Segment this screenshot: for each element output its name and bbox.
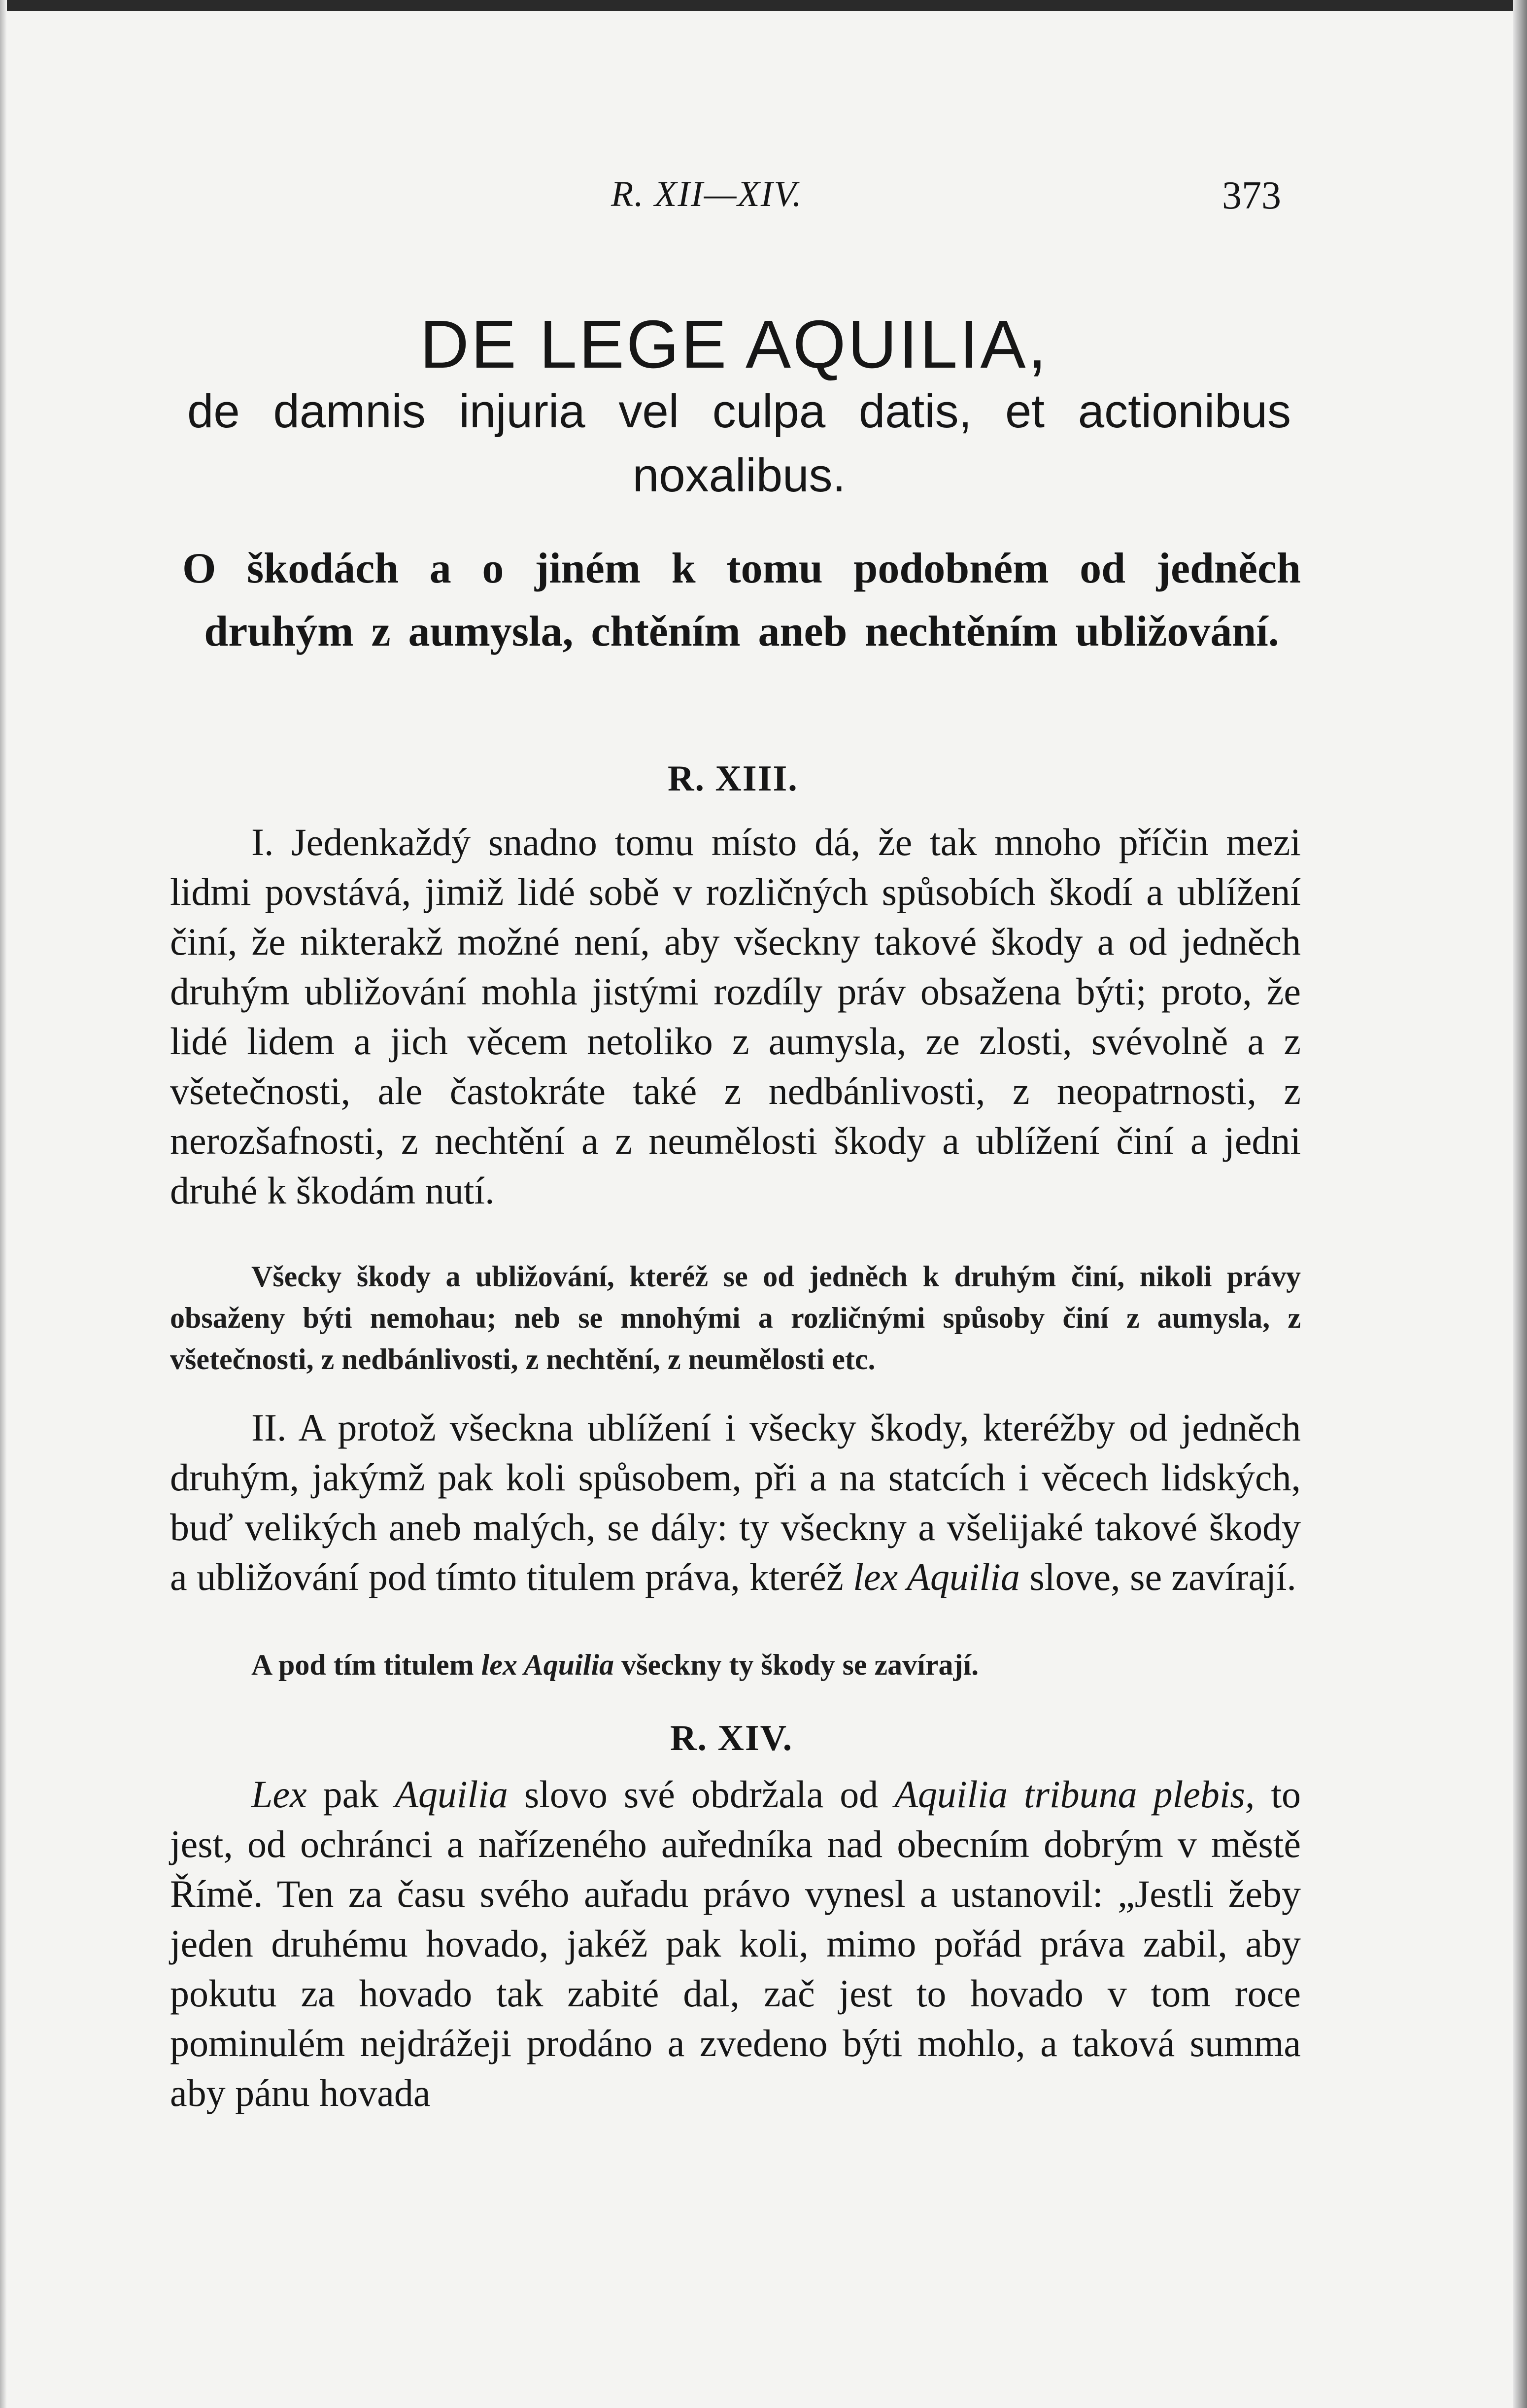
summary-note-2-text-a: A pod tím titulem bbox=[251, 1649, 474, 1681]
paragraph-1: I. Jedenkaždý snadno tomu místo dá, že tak mnoho příčin mezi lidmi povstává, jimiž lidé sobě v rozličných spůsobích škodí a ublížení činí, že nikterakž možné není, aby všeckny takové škody a od jedněch druhým ubližování mohla jistými rozdíly práv obsažena býti; proto, že lidé lidem a jich věcem netoliko z aumysla, ze zlosti, svévolně a z všetečnosti, ale častokráte také z nedbánlivosti, z neopatrnosti, z nerozšafnosti, z nechtění a z neumělosti škody a ublížení činí a jedni druhé k škodám nutí. bbox=[170, 821, 1301, 1212]
scan-top-edge bbox=[0, 0, 1527, 11]
czech-title: O škodách a o jiném k tomu podobném od jedněch druhým z aumysla, chtěním aneb nechtěním ubližování. bbox=[182, 545, 1301, 655]
paragraph-3-text-2: slovo své obdržala od bbox=[524, 1773, 879, 1816]
paragraph-3 bbox=[170, 1769, 1301, 2118]
summary-note-2 bbox=[170, 1644, 1301, 1686]
summary-note-1: Všecky škody a ubližování, kteréž se od jedněch k druhým činí, nikoli právy obsaženy býti nemohau; neb se mnohými a rozličnými spůsoby činí z aumysla, z všetečnosti, z nedbánlivosti, z nechtění, z neumělosti etc. bbox=[170, 1260, 1301, 1376]
latin-subtitle: de damnis injuria vel culpa datis, et actionibus noxalibus. bbox=[187, 385, 1291, 502]
section-heading-r14: R. XIV. bbox=[670, 1718, 793, 1758]
paragraph-2-text-a: II. A protož všeckna ublížení i všecky škody, kteréžby od jedněch druhým, jakýmž pak koli spůsobem, při a na statcích i věcech lidských, buď velikých aneb malých, se dály: ty všeckny a všelijaké takové škody a ubližování pod tímto titulem práva, kteréž bbox=[170, 1406, 1301, 1598]
summary-note-2-text-b: všeckny ty škody se zavírají. bbox=[621, 1649, 979, 1681]
running-head: R. XII—XIV. bbox=[611, 174, 803, 214]
page-number: 373 bbox=[1222, 174, 1281, 217]
section-heading-r13: R. XIII. bbox=[668, 758, 798, 799]
paragraph-3-lex: Lex bbox=[251, 1773, 307, 1816]
paragraph-3-aquilia-tribuna: Aquilia tribuna plebis, bbox=[894, 1773, 1255, 1816]
scan-right-edge bbox=[1513, 0, 1527, 2408]
paragraph-2-lex-aquilia: lex Aquilia bbox=[853, 1555, 1020, 1598]
scan-left-edge bbox=[0, 0, 7, 2408]
paragraph-3-aquilia: Aquilia bbox=[395, 1773, 508, 1816]
paragraph-2 bbox=[170, 1403, 1301, 1602]
paragraph-2-text-b: slove, se zavírají. bbox=[1029, 1555, 1296, 1598]
paragraph-3-text-3: to jest, od ochránci a nařízeného auředníka nad obecním dobrým v městě Římě. Ten za času svého auřadu právo vynesl a ustanovil: „Jestli žeby jeden druhému hovado, jakéž pak koli, mimo pořád práva zabil, aby pokutu za hovado tak zabité dal, zač jest to hovado v tom roce pominulém nejdrážeji prodáno a zvedeno býti mohlo, a taková summa aby pánu hovada bbox=[170, 1773, 1301, 2114]
page-title: DE LEGE AQUILIA, bbox=[420, 307, 1049, 382]
paragraph-3-text-1: pak bbox=[323, 1773, 379, 1816]
summary-note-2-lex-aquilia: lex Aquilia bbox=[481, 1649, 614, 1681]
